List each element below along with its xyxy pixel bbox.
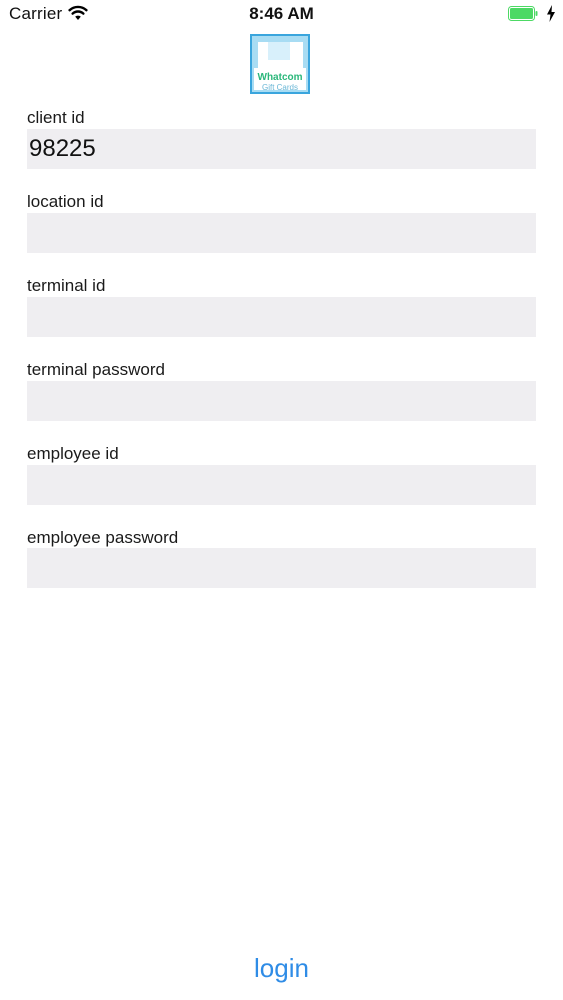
terminal-id-input[interactable] (27, 297, 536, 337)
charging-bolt-icon (546, 5, 556, 22)
employee-id-label: employee id (27, 444, 119, 463)
login-button[interactable]: login (254, 953, 309, 983)
logo-subtitle: Gift Cards (261, 83, 298, 92)
location-id-input[interactable] (27, 213, 536, 253)
logo-card-graphic (258, 42, 303, 68)
carrier-label: Carrier (9, 4, 63, 23)
terminal-password-input[interactable] (27, 381, 536, 421)
employee-password-label: employee password (27, 528, 179, 547)
terminal-password-label: terminal password (27, 360, 165, 379)
battery-icon (508, 6, 538, 21)
status-bar (0, 0, 563, 30)
terminal-id-label: terminal id (27, 276, 106, 295)
status-time: 8:46 AM (249, 4, 314, 23)
location-id-label: location id (27, 192, 104, 211)
app-logo (250, 34, 310, 94)
client-id-input[interactable] (27, 129, 536, 169)
logo-name: Whatcom (257, 72, 303, 83)
client-id-label: client id (27, 108, 85, 127)
employee-password-input[interactable] (27, 548, 536, 588)
employee-id-input[interactable] (27, 465, 536, 505)
